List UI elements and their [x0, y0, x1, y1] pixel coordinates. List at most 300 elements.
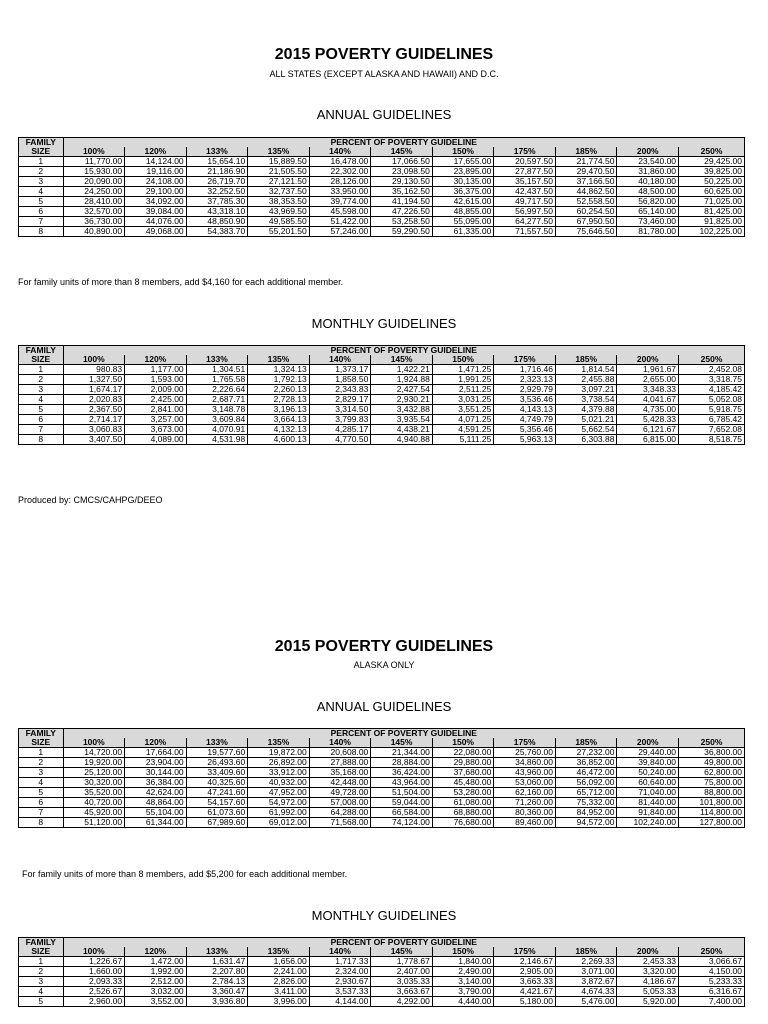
family-size-header	[19, 938, 64, 957]
value-cell: 53,280.00	[432, 788, 494, 798]
percent-header: 200%	[617, 355, 679, 365]
percent-header: 175%	[494, 738, 556, 748]
value-cell: 3,537.33	[309, 987, 371, 997]
value-cell: 29,470.50	[555, 167, 617, 177]
section1-subtitle: ALL STATES (EXCEPT ALASKA AND HAWAII) AND D.C.	[269, 69, 499, 79]
value-cell: 71,025.00	[679, 197, 745, 207]
family-size-cell: 4	[19, 395, 64, 405]
value-cell: 2,226.64	[186, 385, 248, 395]
value-cell: 76,680.00	[432, 818, 494, 828]
value-cell: 55,201.50	[248, 227, 310, 237]
percent-caption: PERCENT OF POVERTY GUIDELINE	[63, 938, 744, 948]
value-cell: 5,356.46	[494, 425, 556, 435]
value-cell: 80,360.00	[494, 808, 556, 818]
value-cell: 3,032.00	[125, 987, 187, 997]
value-cell: 5,111.25	[432, 435, 494, 445]
family-size-cell: 2	[19, 758, 64, 768]
value-cell: 6,316.67	[679, 987, 745, 997]
value-cell: 5,662.54	[555, 425, 617, 435]
value-cell: 49,717.50	[494, 197, 556, 207]
value-cell: 47,952.00	[248, 788, 310, 798]
value-cell: 3,936.80	[186, 997, 248, 1007]
value-cell: 81,440.00	[617, 798, 679, 808]
percent-header: 145%	[371, 947, 433, 957]
value-cell: 2,526.67	[63, 987, 125, 997]
value-cell: 68,880.00	[432, 808, 494, 818]
value-cell: 49,800.00	[679, 758, 745, 768]
value-cell: 48,855.00	[432, 207, 494, 217]
percent-header: 133%	[186, 147, 248, 157]
value-cell: 25,120.00	[63, 768, 125, 778]
value-cell: 3,996.00	[248, 997, 310, 1007]
table-row	[19, 365, 745, 375]
value-cell: 50,225.00	[679, 177, 745, 187]
value-cell: 71,260.00	[494, 798, 556, 808]
value-cell: 47,226.50	[371, 207, 433, 217]
value-cell: 4,591.25	[432, 425, 494, 435]
value-cell: 102,225.00	[679, 227, 745, 237]
family-size-cell: 8	[19, 435, 64, 445]
value-cell: 22,302.00	[309, 167, 371, 177]
value-cell: 4,531.98	[186, 435, 248, 445]
value-cell: 4,421.67	[494, 987, 556, 997]
value-cell: 45,598.00	[309, 207, 371, 217]
table-row	[19, 395, 745, 405]
section2-annual-heading: ANNUAL GUIDELINES	[316, 699, 452, 714]
family-size-cell: 2	[19, 375, 64, 385]
value-cell: 32,737.50	[248, 187, 310, 197]
value-cell: 2,512.00	[125, 977, 187, 987]
percent-header: 150%	[432, 947, 494, 957]
value-cell: 2,427.54	[371, 385, 433, 395]
family-size-cell: 1	[19, 748, 64, 758]
value-cell: 23,904.00	[125, 758, 187, 768]
value-cell: 1,656.00	[248, 957, 310, 967]
percent-header: 100%	[63, 147, 125, 157]
value-cell: 4,438.21	[371, 425, 433, 435]
value-cell: 36,424.00	[371, 768, 433, 778]
family-label: FAMILY	[25, 345, 56, 355]
value-cell: 42,615.00	[432, 197, 494, 207]
value-cell: 37,680.00	[432, 768, 494, 778]
table-row	[19, 385, 745, 395]
value-cell: 39,840.00	[617, 758, 679, 768]
percent-header: 133%	[186, 355, 248, 365]
value-cell: 57,246.00	[309, 227, 371, 237]
value-cell: 3,872.67	[555, 977, 617, 987]
value-cell: 22,080.00	[432, 748, 494, 758]
value-cell: 3,663.67	[371, 987, 433, 997]
value-cell: 37,166.50	[555, 177, 617, 187]
value-cell: 57,008.00	[309, 798, 371, 808]
percent-header: 100%	[63, 738, 125, 748]
value-cell: 67,989.60	[186, 818, 248, 828]
size-label: SIZE	[31, 354, 51, 364]
table-row	[19, 227, 745, 237]
value-cell: 35,162.50	[371, 187, 433, 197]
value-cell: 17,664.00	[125, 748, 187, 758]
value-cell: 62,800.00	[679, 768, 745, 778]
family-size-cell: 5	[19, 405, 64, 415]
value-cell: 2,655.00	[617, 375, 679, 385]
value-cell: 60,254.50	[555, 207, 617, 217]
family-size-cell: 2	[19, 967, 64, 977]
value-cell: 4,070.91	[186, 425, 248, 435]
table-row	[19, 808, 745, 818]
percent-header: 135%	[248, 738, 310, 748]
value-cell: 40,932.00	[248, 778, 310, 788]
value-cell: 1,814.54	[555, 365, 617, 375]
value-cell: 40,180.00	[617, 177, 679, 187]
value-cell: 4,940.88	[371, 435, 433, 445]
value-cell: 3,320.00	[617, 967, 679, 977]
table-row	[19, 415, 745, 425]
family-size-header	[19, 729, 64, 748]
table-row	[19, 217, 745, 227]
value-cell: 26,719.70	[186, 177, 248, 187]
section2-monthly-heading: MONTHLY GUIDELINES	[311, 908, 457, 923]
table-row	[19, 435, 745, 445]
value-cell: 71,040.00	[617, 788, 679, 798]
value-cell: 81,780.00	[617, 227, 679, 237]
value-cell: 2,826.00	[248, 977, 310, 987]
value-cell: 102,240.00	[617, 818, 679, 828]
value-cell: 33,912.00	[248, 768, 310, 778]
family-size-cell: 1	[19, 957, 64, 967]
value-cell: 61,335.00	[432, 227, 494, 237]
value-cell: 1,177.00	[125, 365, 187, 375]
value-cell: 17,655.00	[432, 157, 494, 167]
table-row	[19, 758, 745, 768]
value-cell: 28,126.00	[309, 177, 371, 187]
value-cell: 60,625.00	[679, 187, 745, 197]
value-cell: 38,353.50	[248, 197, 310, 207]
value-cell: 23,895.00	[432, 167, 494, 177]
value-cell: 15,930.00	[63, 167, 125, 177]
value-cell: 59,044.00	[371, 798, 433, 808]
value-cell: 3,673.00	[125, 425, 187, 435]
value-cell: 29,425.00	[679, 157, 745, 167]
value-cell: 39,084.00	[125, 207, 187, 217]
value-cell: 4,185.42	[679, 385, 745, 395]
value-cell: 1,324.13	[248, 365, 310, 375]
value-cell: 5,021.21	[555, 415, 617, 425]
table-row	[19, 177, 745, 187]
value-cell: 65,712.00	[555, 788, 617, 798]
value-cell: 101,800.00	[679, 798, 745, 808]
percent-caption: PERCENT OF POVERTY GUIDELINE	[63, 138, 744, 148]
section1-title: 2015 POVERTY GUIDELINES	[274, 46, 494, 63]
value-cell: 6,303.88	[555, 435, 617, 445]
value-cell: 40,720.00	[63, 798, 125, 808]
family-size-header	[19, 346, 64, 365]
value-cell: 48,500.00	[617, 187, 679, 197]
percent-header: 135%	[248, 355, 310, 365]
table-row	[19, 187, 745, 197]
percent-header: 135%	[248, 947, 310, 957]
value-cell: 28,884.00	[371, 758, 433, 768]
value-cell: 53,258.50	[371, 217, 433, 227]
table-row	[19, 768, 745, 778]
percent-caption: PERCENT OF POVERTY GUIDELINE	[63, 346, 744, 356]
family-size-cell: 8	[19, 818, 64, 828]
value-cell: 15,889.50	[248, 157, 310, 167]
value-cell: 4,186.67	[617, 977, 679, 987]
percent-header: 150%	[432, 738, 494, 748]
value-cell: 35,157.50	[494, 177, 556, 187]
value-cell: 16,478.00	[309, 157, 371, 167]
value-cell: 40,325.60	[186, 778, 248, 788]
family-size-cell: 1	[19, 157, 64, 167]
value-cell: 2,453.33	[617, 957, 679, 967]
value-cell: 2,960.00	[63, 997, 125, 1007]
value-cell: 55,095.00	[432, 217, 494, 227]
percent-header: 145%	[371, 355, 433, 365]
family-size-cell: 3	[19, 177, 64, 187]
percent-header: 185%	[555, 355, 617, 365]
value-cell: 48,850.90	[186, 217, 248, 227]
value-cell: 6,121.67	[617, 425, 679, 435]
section2-title: 2015 POVERTY GUIDELINES	[274, 638, 494, 655]
value-cell: 4,041.67	[617, 395, 679, 405]
value-cell: 1,924.88	[371, 375, 433, 385]
value-cell: 1,840.00	[432, 957, 494, 967]
value-cell: 15,654.10	[186, 157, 248, 167]
value-cell: 61,080.00	[432, 798, 494, 808]
family-size-cell: 8	[19, 227, 64, 237]
percent-header: 145%	[371, 147, 433, 157]
value-cell: 2,930.67	[309, 977, 371, 987]
value-cell: 3,071.00	[555, 967, 617, 977]
family-size-cell: 3	[19, 977, 64, 987]
value-cell: 29,440.00	[617, 748, 679, 758]
value-cell: 4,132.13	[248, 425, 310, 435]
percent-header: 250%	[679, 738, 745, 748]
table-row	[19, 997, 745, 1007]
value-cell: 4,735.00	[617, 405, 679, 415]
percent-header: 135%	[248, 147, 310, 157]
value-cell: 69,012.00	[248, 818, 310, 828]
family-size-cell: 4	[19, 187, 64, 197]
value-cell: 43,318.10	[186, 207, 248, 217]
value-cell: 14,720.00	[63, 748, 125, 758]
value-cell: 60,640.00	[617, 778, 679, 788]
value-cell: 4,071.25	[432, 415, 494, 425]
value-cell: 1,792.13	[248, 375, 310, 385]
value-cell: 49,585.50	[248, 217, 310, 227]
value-cell: 5,052.08	[679, 395, 745, 405]
percent-header: 100%	[63, 355, 125, 365]
value-cell: 3,411.00	[248, 987, 310, 997]
section2-subtitle: ALASKA ONLY	[353, 660, 415, 670]
value-cell: 1,716.46	[494, 365, 556, 375]
value-cell: 1,778.67	[371, 957, 433, 967]
table-row	[19, 207, 745, 217]
percent-header: 140%	[309, 355, 371, 365]
value-cell: 2,207.80	[186, 967, 248, 977]
value-cell: 36,800.00	[679, 748, 745, 758]
value-cell: 19,116.00	[125, 167, 187, 177]
value-cell: 2,407.00	[371, 967, 433, 977]
value-cell: 3,935.54	[371, 415, 433, 425]
value-cell: 5,233.33	[679, 977, 745, 987]
percent-header: 175%	[494, 147, 556, 157]
value-cell: 3,348.33	[617, 385, 679, 395]
value-cell: 3,790.00	[432, 987, 494, 997]
value-cell: 52,558.50	[555, 197, 617, 207]
value-cell: 71,557.50	[494, 227, 556, 237]
produced-by: Produced by: CMCS/CAHPG/DEEO	[18, 495, 163, 505]
value-cell: 5,428.33	[617, 415, 679, 425]
value-cell: 1,765.58	[186, 375, 248, 385]
section2-annual-note: For family units of more than 8 members, add $5,200 for each additional member.	[22, 869, 348, 879]
value-cell: 2,728.13	[248, 395, 310, 405]
section2-annual-table	[18, 728, 745, 828]
family-size-cell: 3	[19, 768, 64, 778]
value-cell: 3,664.13	[248, 415, 310, 425]
value-cell: 61,344.00	[125, 818, 187, 828]
value-cell: 24,250.00	[63, 187, 125, 197]
percent-header: 185%	[555, 147, 617, 157]
value-cell: 73,460.00	[617, 217, 679, 227]
value-cell: 1,471.25	[432, 365, 494, 375]
table-row	[19, 167, 745, 177]
family-size-cell: 6	[19, 207, 64, 217]
percent-header: 120%	[125, 738, 187, 748]
percent-header: 140%	[309, 147, 371, 157]
value-cell: 1,961.67	[617, 365, 679, 375]
percent-caption: PERCENT OF POVERTY GUIDELINE	[63, 729, 744, 739]
value-cell: 94,572.00	[555, 818, 617, 828]
value-cell: 3,536.46	[494, 395, 556, 405]
value-cell: 3,318.75	[679, 375, 745, 385]
value-cell: 4,089.00	[125, 435, 187, 445]
value-cell: 64,288.00	[309, 808, 371, 818]
value-cell: 4,144.00	[309, 997, 371, 1007]
value-cell: 4,150.00	[679, 967, 745, 977]
value-cell: 43,960.00	[494, 768, 556, 778]
value-cell: 4,749.79	[494, 415, 556, 425]
value-cell: 2,784.13	[186, 977, 248, 987]
value-cell: 27,888.00	[309, 758, 371, 768]
section1-monthly-heading: MONTHLY GUIDELINES	[311, 316, 457, 331]
percent-header: 133%	[186, 738, 248, 748]
family-label: FAMILY	[25, 137, 56, 147]
value-cell: 54,972.00	[248, 798, 310, 808]
percent-header: 140%	[309, 947, 371, 957]
family-size-cell: 7	[19, 217, 64, 227]
value-cell: 14,124.00	[125, 157, 187, 167]
section1-annual-note: For family units of more than 8 members, add $4,160 for each additional member.	[18, 277, 344, 287]
percent-header: 250%	[679, 147, 745, 157]
value-cell: 48,864.00	[125, 798, 187, 808]
table-row	[19, 818, 745, 828]
percent-header: 140%	[309, 738, 371, 748]
value-cell: 3,031.25	[432, 395, 494, 405]
table-row	[19, 788, 745, 798]
section1-monthly-table	[18, 345, 745, 445]
family-size-header	[19, 138, 64, 157]
value-cell: 54,383.70	[186, 227, 248, 237]
value-cell: 4,674.33	[555, 987, 617, 997]
value-cell: 74,124.00	[371, 818, 433, 828]
percent-header: 175%	[494, 355, 556, 365]
value-cell: 1,226.67	[63, 957, 125, 967]
value-cell: 46,472.00	[555, 768, 617, 778]
value-cell: 3,097.21	[555, 385, 617, 395]
value-cell: 3,738.54	[555, 395, 617, 405]
value-cell: 1,631.47	[186, 957, 248, 967]
value-cell: 2,425.00	[125, 395, 187, 405]
family-label: FAMILY	[25, 728, 56, 738]
value-cell: 2,324.00	[309, 967, 371, 977]
value-cell: 20,597.50	[494, 157, 556, 167]
value-cell: 6,815.00	[617, 435, 679, 445]
value-cell: 3,257.00	[125, 415, 187, 425]
value-cell: 4,770.50	[309, 435, 371, 445]
value-cell: 33,950.00	[309, 187, 371, 197]
family-size-cell: 7	[19, 425, 64, 435]
value-cell: 19,577.60	[186, 748, 248, 758]
value-cell: 21,774.50	[555, 157, 617, 167]
value-cell: 44,862.50	[555, 187, 617, 197]
value-cell: 36,852.00	[555, 758, 617, 768]
percent-header: 185%	[555, 947, 617, 957]
value-cell: 2,009.00	[125, 385, 187, 395]
value-cell: 43,964.00	[371, 778, 433, 788]
table-row	[19, 748, 745, 758]
value-cell: 3,407.50	[63, 435, 125, 445]
value-cell: 67,950.50	[555, 217, 617, 227]
value-cell: 91,840.00	[617, 808, 679, 818]
value-cell: 35,520.00	[63, 788, 125, 798]
value-cell: 2,323.13	[494, 375, 556, 385]
value-cell: 3,609.84	[186, 415, 248, 425]
value-cell: 47,241.60	[186, 788, 248, 798]
value-cell: 49,068.00	[125, 227, 187, 237]
value-cell: 62,160.00	[494, 788, 556, 798]
value-cell: 4,379.88	[555, 405, 617, 415]
value-cell: 2,929.79	[494, 385, 556, 395]
family-size-cell: 1	[19, 365, 64, 375]
value-cell: 127,800.00	[679, 818, 745, 828]
value-cell: 27,877.50	[494, 167, 556, 177]
value-cell: 84,952.00	[555, 808, 617, 818]
value-cell: 2,829.17	[309, 395, 371, 405]
value-cell: 39,825.00	[679, 167, 745, 177]
value-cell: 21,186.90	[186, 167, 248, 177]
value-cell: 3,060.83	[63, 425, 125, 435]
value-cell: 3,432.88	[371, 405, 433, 415]
percent-header: 250%	[679, 947, 745, 957]
value-cell: 4,285.17	[309, 425, 371, 435]
value-cell: 42,624.00	[125, 788, 187, 798]
value-cell: 37,785.30	[186, 197, 248, 207]
value-cell: 43,969.50	[248, 207, 310, 217]
value-cell: 8,518.75	[679, 435, 745, 445]
value-cell: 28,410.00	[63, 197, 125, 207]
value-cell: 81,425.00	[679, 207, 745, 217]
table-row	[19, 798, 745, 808]
section1-annual-table	[18, 137, 745, 237]
value-cell: 4,143.13	[494, 405, 556, 415]
value-cell: 75,800.00	[679, 778, 745, 788]
value-cell: 55,104.00	[125, 808, 187, 818]
value-cell: 34,092.00	[125, 197, 187, 207]
table-row	[19, 157, 745, 167]
value-cell: 2,260.13	[248, 385, 310, 395]
value-cell: 65,140.00	[617, 207, 679, 217]
